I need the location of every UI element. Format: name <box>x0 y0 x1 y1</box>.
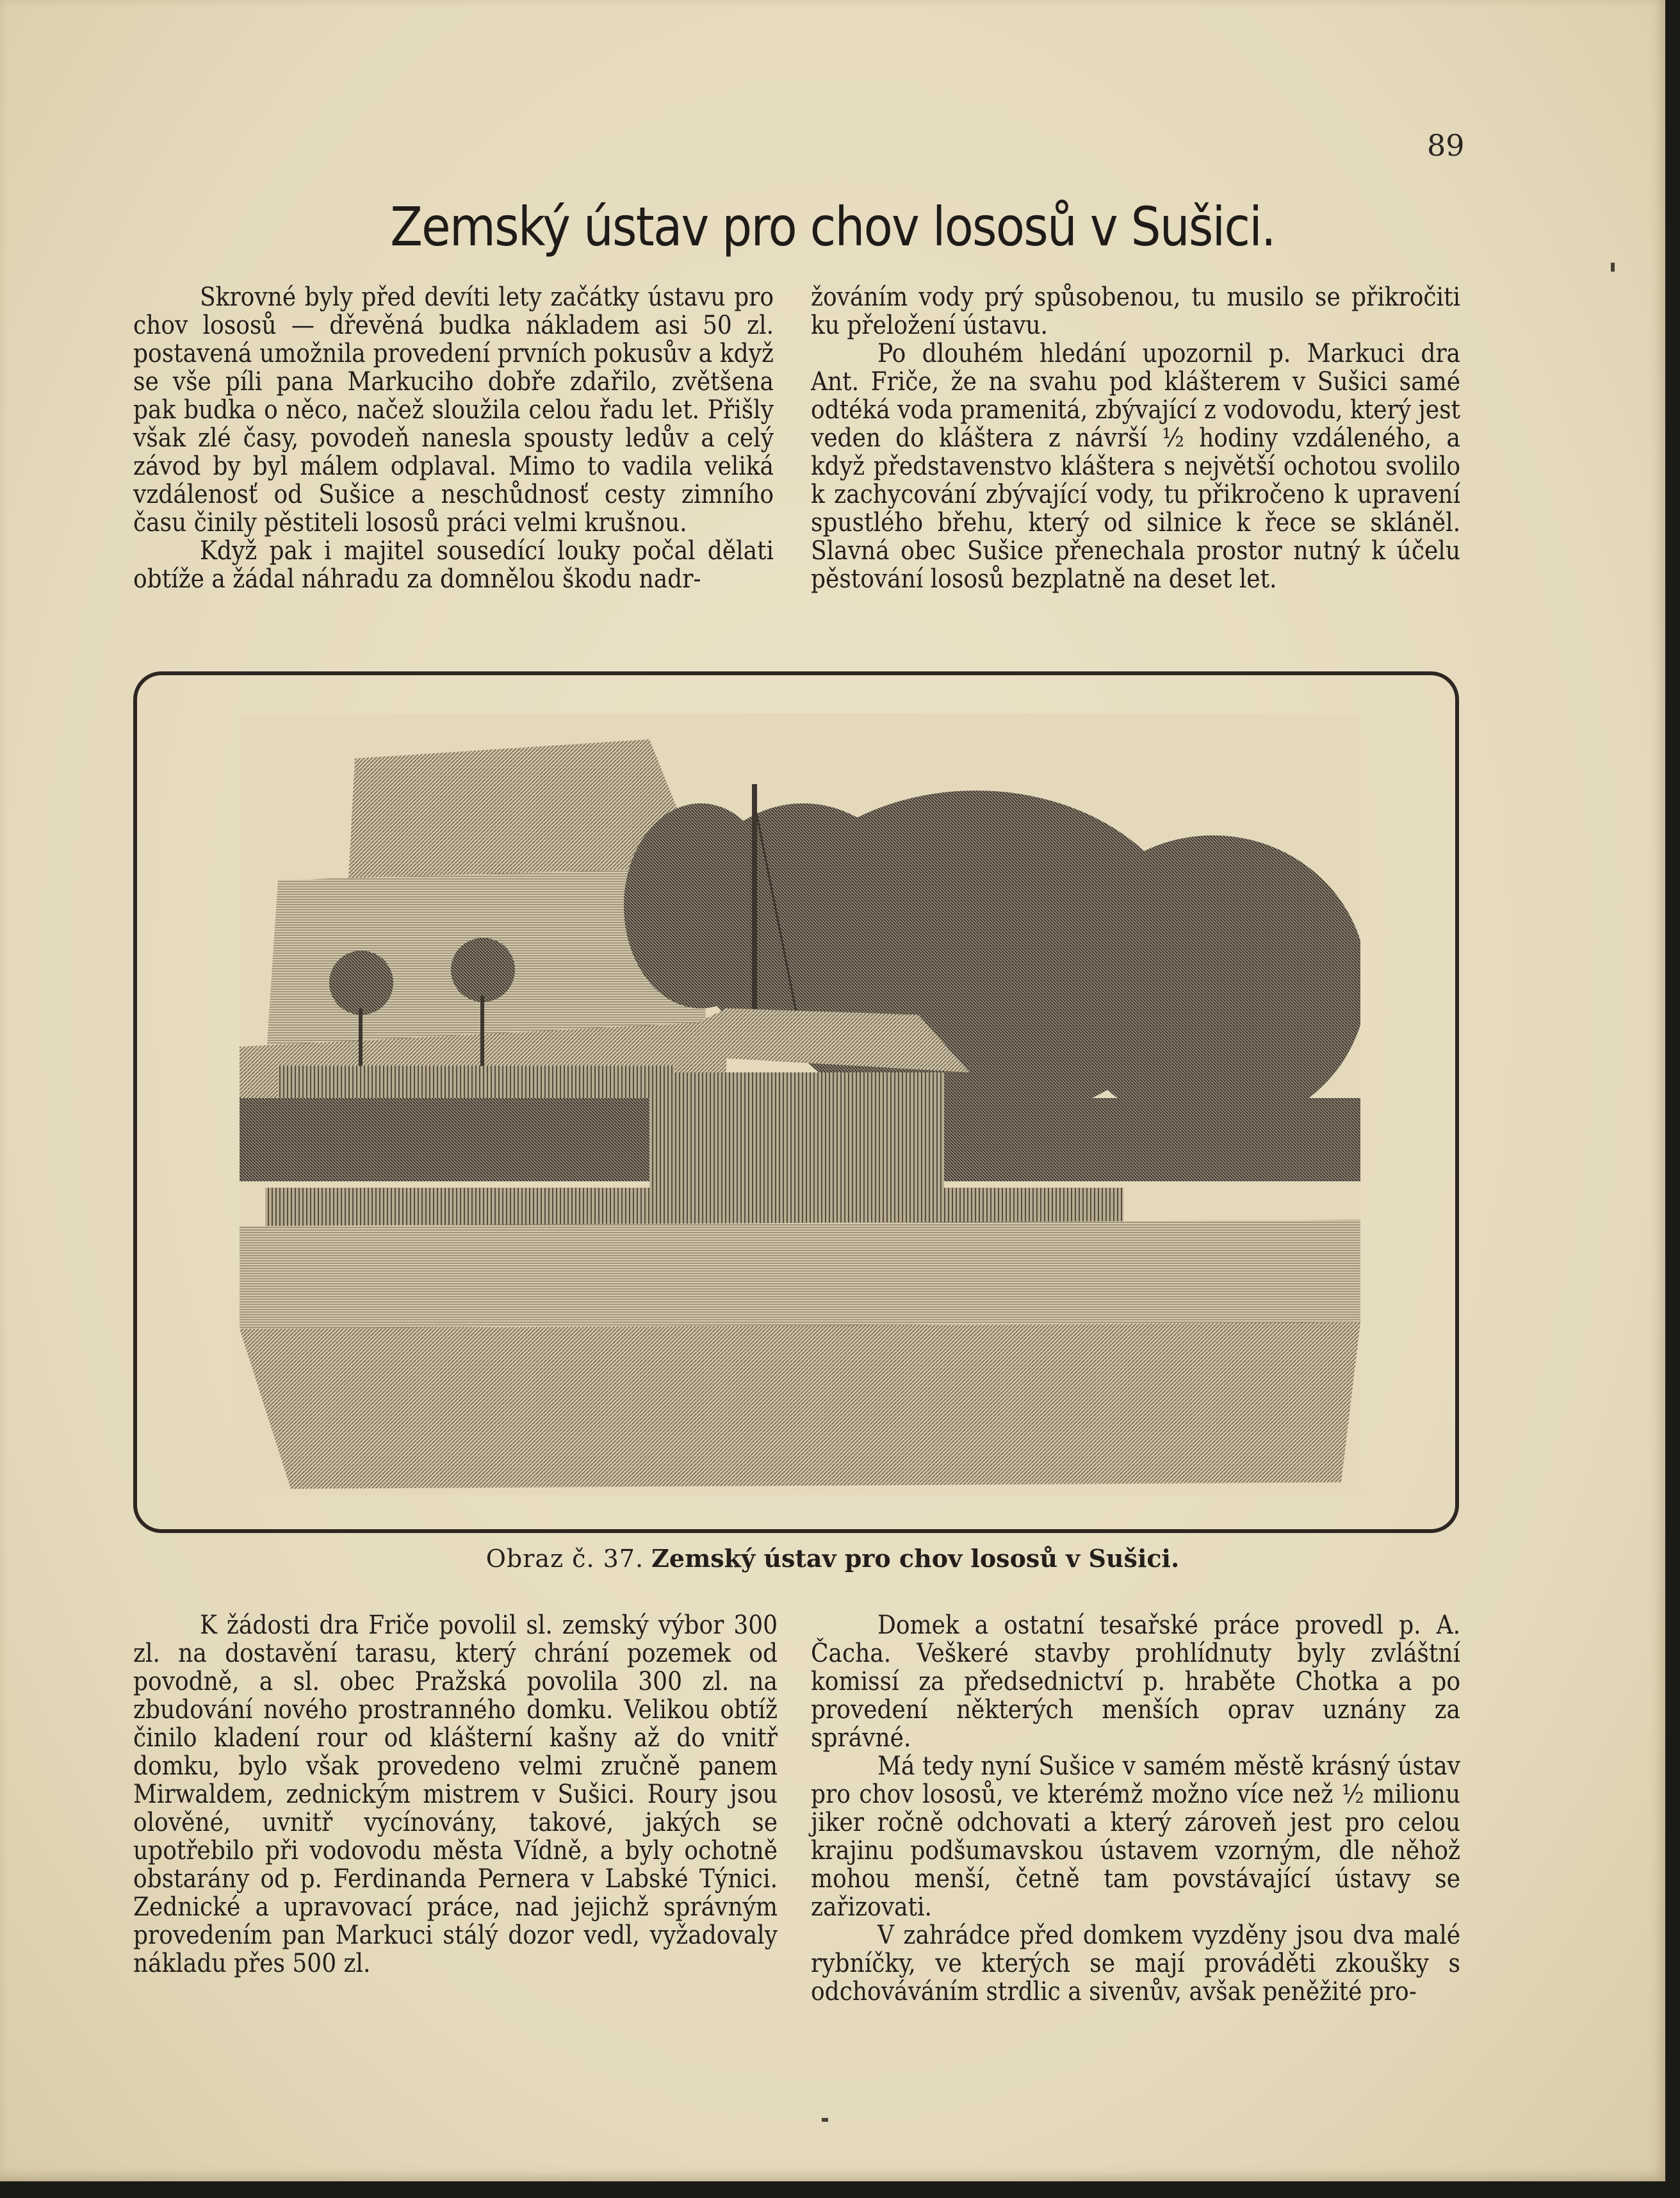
caption-number: Obraz č. 37. <box>485 1545 644 1573</box>
caption-title: Zemský ústav pro chov lososů v Sušici. <box>651 1544 1180 1573</box>
text-column-top-right <box>811 283 1460 593</box>
print-mark <box>822 2118 828 2122</box>
article-title: Zemský ústav pro chov lososů v Sušici. <box>390 195 1275 258</box>
text-column-bottom-right <box>811 1611 1460 2006</box>
figure-frame <box>133 671 1459 1533</box>
paragraph: Domek a ostatní tesařské práce provedl p. A. Čacha. Veškeré stavby prohlídnuty byly zvláštní komissí za předsednictví p. hraběte Chotka a po provedení některých menších oprav uznány za správné. <box>811 1611 1460 1753</box>
paragraph: Skrovné byly před devíti lety začátky ústavu pro chov lososů — dřevěná budka nákladem asi 50 zl. postavená umožnila provedení prvních pokusův a když se vše píli pana Markuciho dobře zdařilo, zvětšena pak budka o něco, načež sloužila celou řadu let. Přišly však zlé časy, povodeň nanesla spousty ledův a celý závod by byl málem odplaval. Mimo to vadila veliká vzdálenosť od Sušice a neschůdnosť cesty zimního času činily pěstiteli lososů práci velmi krušnou. <box>133 283 774 537</box>
text-column-bottom-left <box>133 1611 778 1978</box>
text-column-top-left <box>133 283 774 593</box>
engraving-illustration <box>240 714 1360 1495</box>
paragraph: K žádosti dra Friče povolil sl. zemský výbor 300 zl. na dostavění tarasu, který chrání pozemek od povodně, a sl. obec Pražská povolila 300 zl. na zbudování nového prostranného domku. Velikou obtíž činilo kladení rour od klášterní kašny až do vnitř domku, bylo však provedeno velmi zručně panem Mirwaldem, zednickým mistrem v Sušici. Roury jsou olověné, uvnitř vycínovány, takové, jakých se upotřebilo při vodovodu města Vídně, a byly ochotně obstarány od p. Ferdinanda Pernera v Labské Týnici. Zednické a upravovací práce, nad jejichž správným provedením pan Markuci stálý dozor vedl, vyžadovaly nákladu přes 500 zl. <box>133 1611 778 1978</box>
paragraph: Po dlouhém hledání upozornil p. Markuci dra Ant. Friče, že na svahu pod klášterem v Sušici samé odtéká voda pramenitá, zbývající z vodovodu, který jest veden do kláštera z návrší ½ hodiny vzdáleného, a když představenstvo kláštera s největší ochotou svolilo k zachycování zbývající vody, tu přikročeno k upravení spustlého břehu, který od silnice k řece se skláněl. Slavná obec Sušice přenechala prostor nutný k účelu pěstování lososů bezplatně na deset let. <box>811 339 1460 594</box>
paragraph: Když pak i majitel sousedící louky počal dělati obtíže a žádal náhradu za domnělou škodu nadr- <box>133 536 774 594</box>
figure-caption <box>0 1544 1665 1573</box>
paragraph: V zahrádce před domkem vyzděny jsou dva malé rybníčky, ve kterých se mají prováděti zkoušky s odchováváním strdlic a sivenův, avšak peněžité pro- <box>811 1921 1460 2006</box>
page-number: 89 <box>1427 128 1465 163</box>
print-mark <box>1611 263 1615 272</box>
paragraph: žováním vody prý spůsobenou, tu musilo se přikročiti ku přeložení ústavu. <box>811 283 1460 340</box>
paragraph: Má tedy nyní Sušice v samém městě krásný ústav pro chov lososů, ve kterémž možno více než ½ milionu jiker ročně odchovati a který zároveň jest pro celou krajinu podšumavskou ústavem vzorným, dle něhož mohou menší, četně tam povstávající ústavy se zařizovati. <box>811 1751 1460 1922</box>
